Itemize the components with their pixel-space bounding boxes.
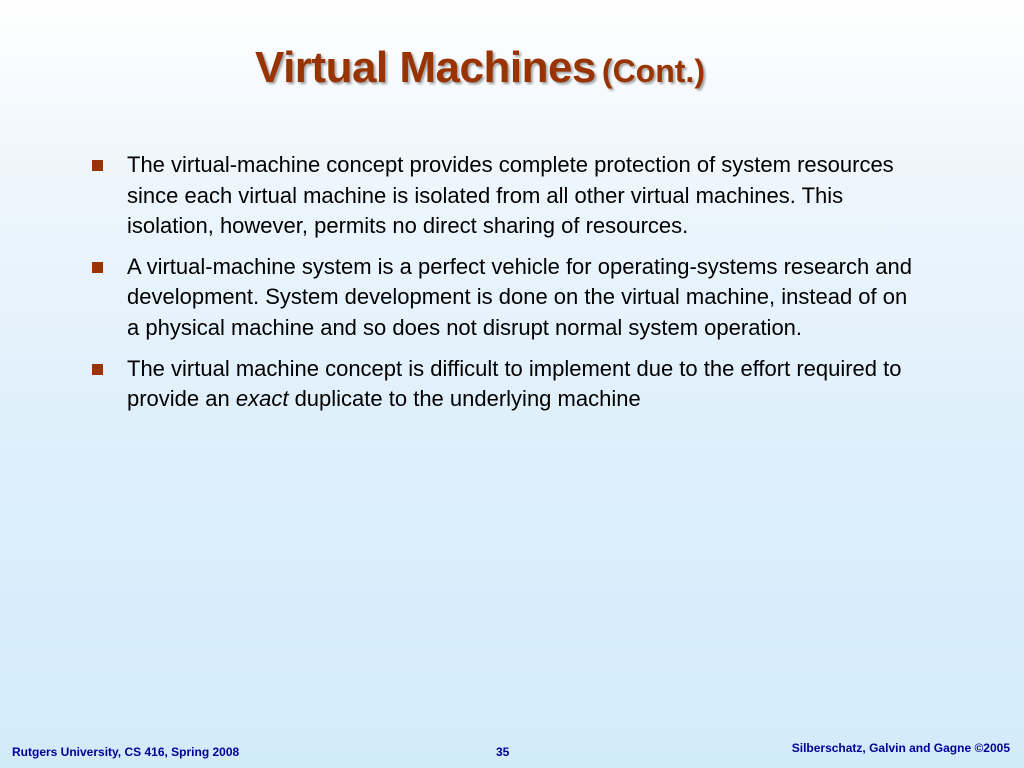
bullet-text-after: duplicate to the underlying machine <box>288 386 641 412</box>
square-bullet-icon <box>92 262 103 273</box>
bullet-item <box>88 252 918 344</box>
footer-copyright: Silberschatz, Galvin and Gagne ©2005 <box>791 741 1010 755</box>
bullet-item <box>88 354 918 415</box>
square-bullet-icon <box>92 160 103 171</box>
slide-title <box>0 43 960 93</box>
bullet-text-before: The virtual machine concept is difficult to implement due to the effort required to provide an <box>127 355 902 412</box>
title-main: Virtual Machines <box>255 43 596 93</box>
square-bullet-icon <box>92 364 103 375</box>
title-subtitle: (Cont.) <box>601 53 705 90</box>
footer-page-number: 35 <box>496 745 510 759</box>
bullet-text: A virtual-machine system is a perfect vehicle for operating-systems research and development. System development is done on the virtual machine, instead of on a physical machine and so does not disrupt normal system operation. <box>127 253 912 340</box>
bullet-item <box>88 150 918 242</box>
bullet-list <box>88 150 918 425</box>
bullet-emphasis: exact <box>235 386 289 412</box>
bullet-text: The virtual-machine concept provides complete protection of system resources since each virtual machine is isolated from all other virtual machines. This isolation, however, permits no direct sharing of resources. <box>127 152 894 239</box>
footer-course: Rutgers University, CS 416, Spring 2008 <box>12 745 240 759</box>
